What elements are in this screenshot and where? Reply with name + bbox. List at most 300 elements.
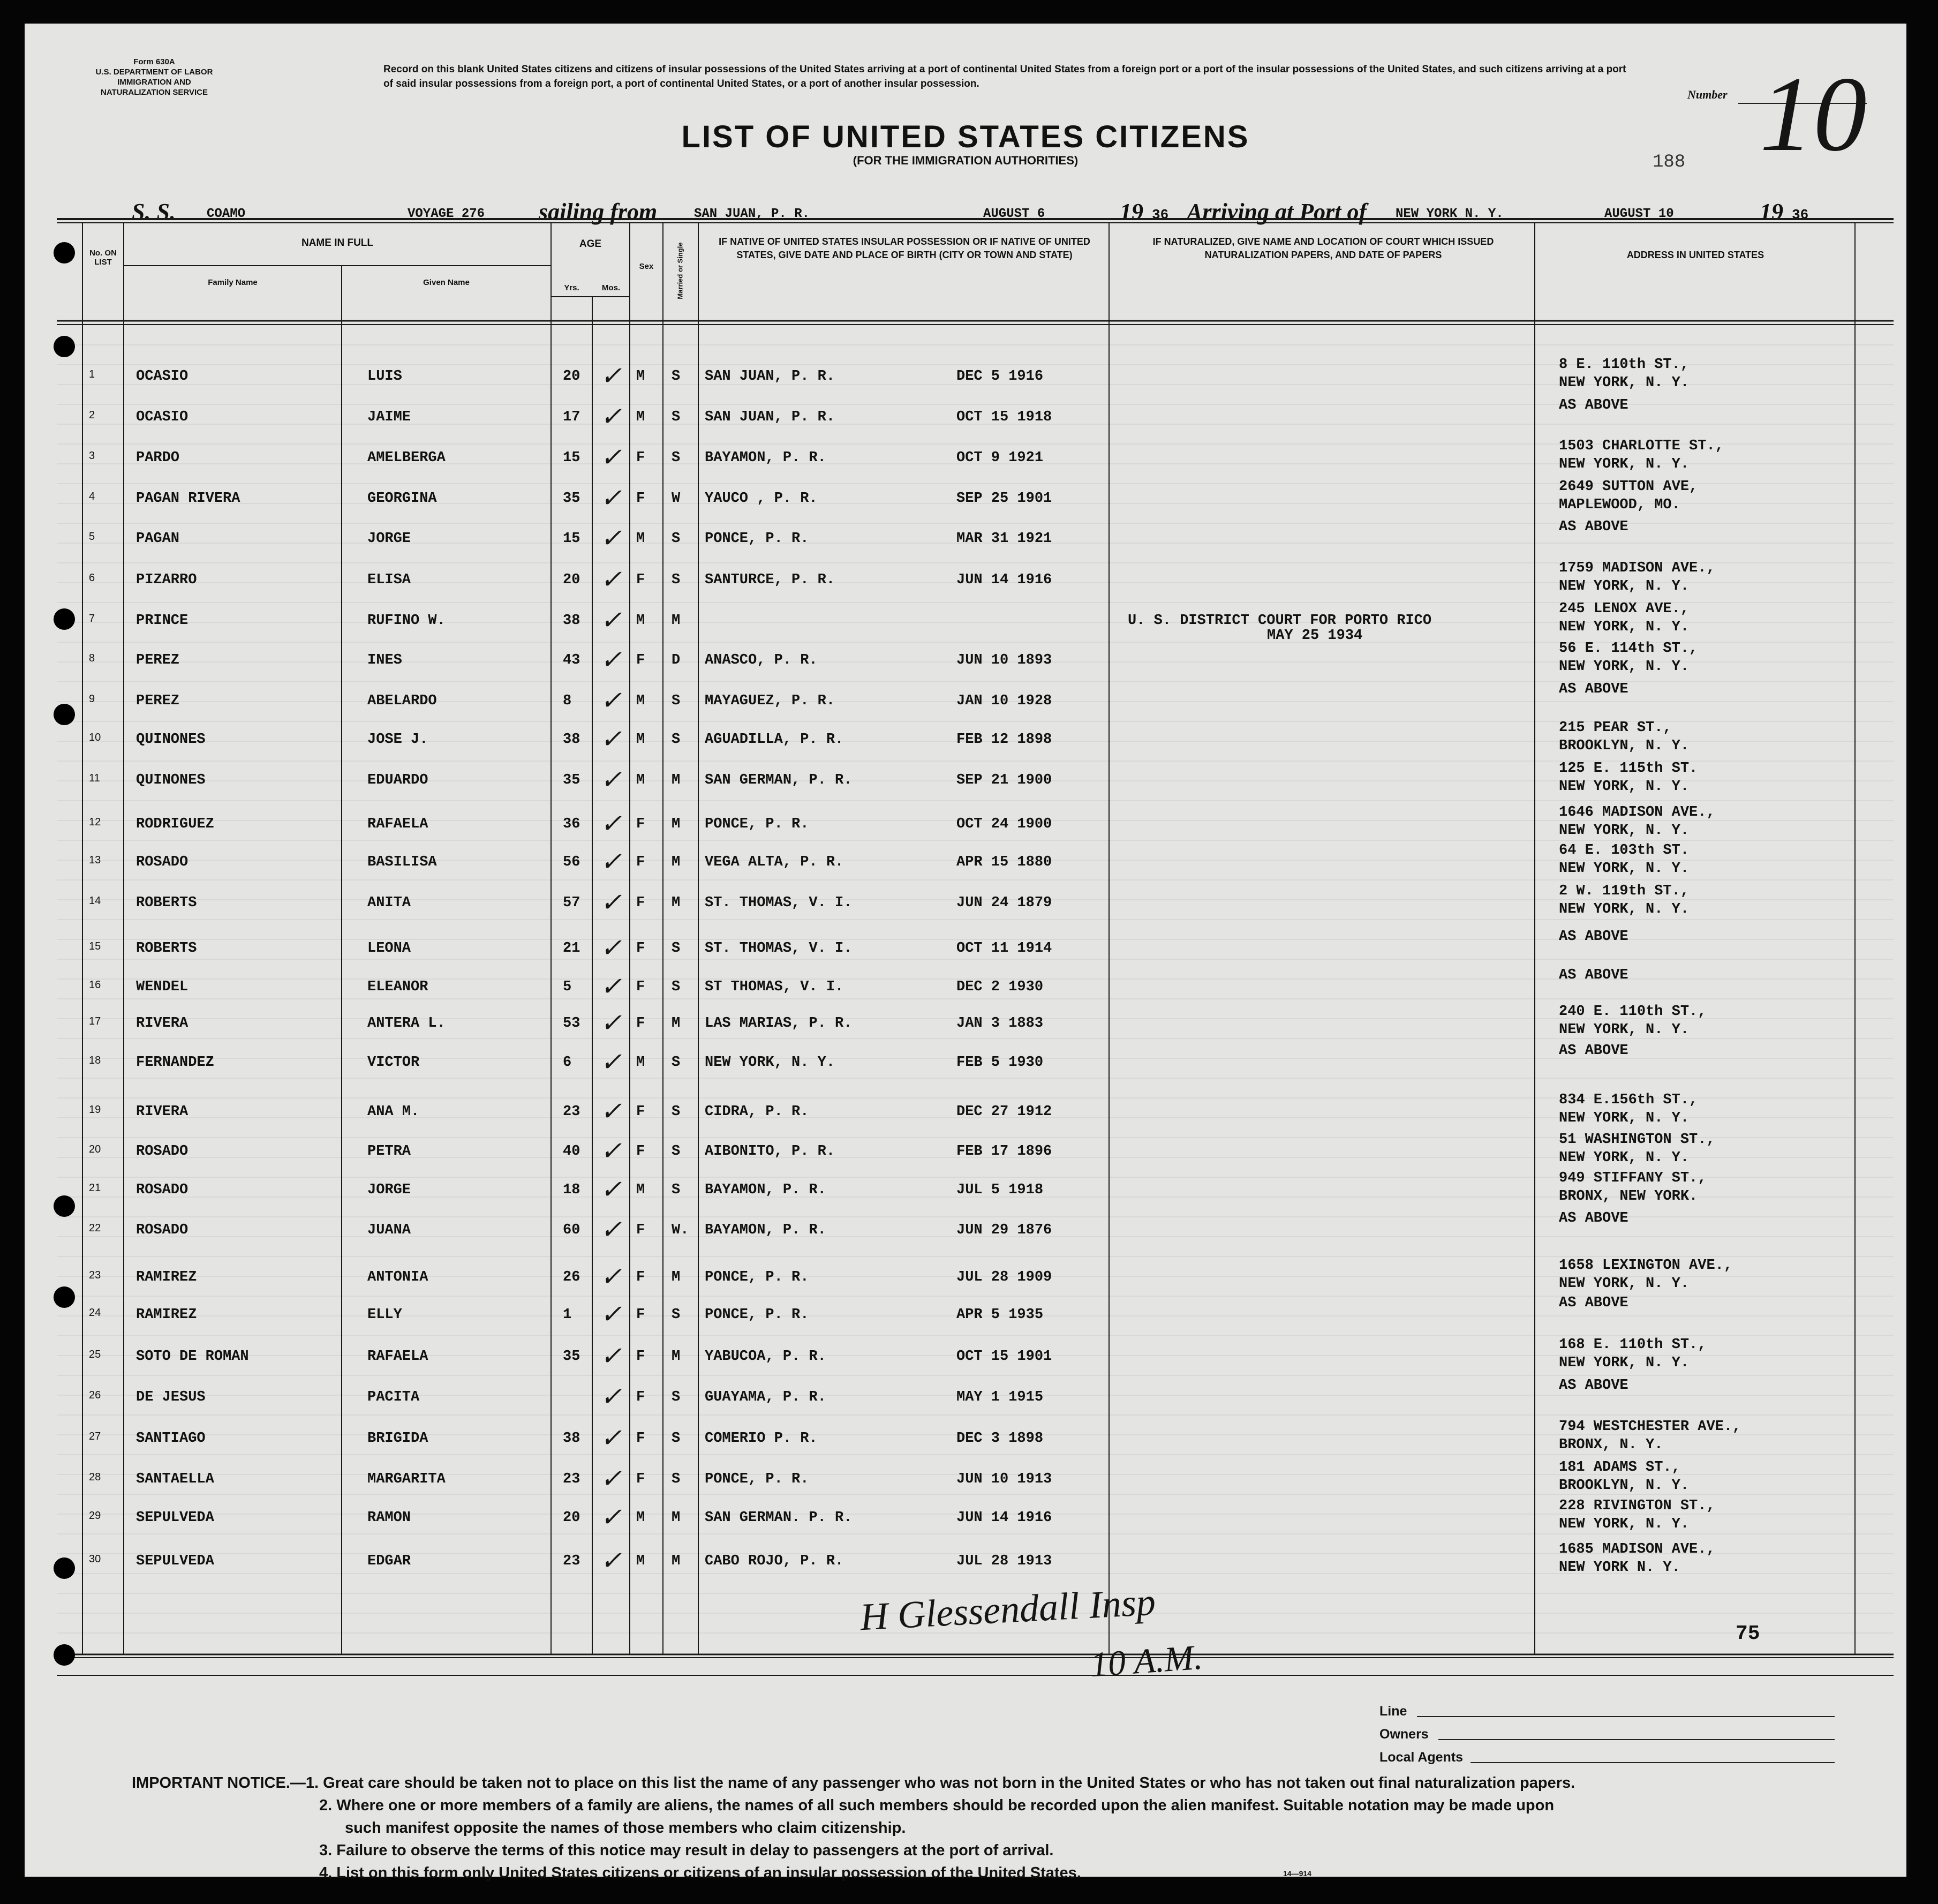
address-line-2: NEW YORK, N. Y. bbox=[1559, 1355, 1690, 1371]
given-name: ELISA bbox=[367, 572, 411, 588]
marital-status: M bbox=[672, 1553, 681, 1569]
address-line-2: NEW YORK, N. Y. bbox=[1559, 861, 1690, 877]
address-line-1: AS ABOVE bbox=[1559, 681, 1628, 697]
family-name: SEPULVEDA bbox=[136, 1510, 214, 1526]
birth-date: SEP 25 1901 bbox=[956, 491, 1052, 507]
address-line-1: AS ABOVE bbox=[1559, 397, 1628, 413]
birth-date: APR 15 1880 bbox=[956, 854, 1052, 870]
row-number: 17 bbox=[89, 1015, 101, 1027]
check-mark: ✓ bbox=[600, 403, 622, 431]
address-line-2: NEW YORK, N. Y. bbox=[1559, 456, 1690, 472]
check-mark: ✓ bbox=[600, 934, 622, 962]
row-number: 3 bbox=[89, 450, 95, 462]
number-label: Number bbox=[1687, 88, 1728, 101]
given-name: RUFINO W. bbox=[367, 613, 446, 629]
table-row bbox=[25, 929, 1906, 962]
page-stamp: 188 bbox=[1653, 152, 1686, 172]
row-number: 27 bbox=[89, 1431, 101, 1442]
voyage-number: VOYAGE 276 bbox=[408, 207, 485, 221]
family-name: RIVERA bbox=[136, 1104, 188, 1120]
check-mark: ✓ bbox=[600, 362, 622, 390]
col-header-yrs: Yrs. bbox=[564, 283, 579, 292]
row-number: 29 bbox=[89, 1510, 101, 1522]
row-number: 15 bbox=[89, 940, 101, 952]
birth-place: COMERIO P. R. bbox=[705, 1431, 818, 1447]
family-name: PAGAN bbox=[136, 531, 180, 547]
marital-status: W. bbox=[672, 1222, 689, 1238]
table-row bbox=[25, 1419, 1906, 1453]
arrival-year: 36 bbox=[1792, 207, 1809, 223]
family-name: RIVERA bbox=[136, 1015, 188, 1032]
col-header-given: Given Name bbox=[423, 278, 470, 287]
address-line-1: AS ABOVE bbox=[1559, 1043, 1628, 1059]
birth-date: OCT 11 1914 bbox=[956, 940, 1052, 957]
address-line-1: 1685 MADISON AVE., bbox=[1559, 1541, 1715, 1557]
sex: F bbox=[636, 1104, 645, 1120]
given-name: AMELBERGA bbox=[367, 450, 446, 466]
marital-status: S bbox=[672, 368, 681, 385]
binder-hole bbox=[54, 242, 75, 264]
table-row bbox=[25, 720, 1906, 754]
marital-status: M bbox=[672, 1349, 681, 1365]
col-header-sex: Sex bbox=[639, 262, 654, 271]
col-header-married-wrap bbox=[674, 230, 687, 315]
preamble-text: Record on this blank United States citizens and citizens of insular possessions of the United States arriving at a port of continental United States from a foreign port or a port of the insular possessions of the United States, and such citizens arriving at a port of said insular possessions from a foreign port, a port of continental United States, or a port of another insular possession. bbox=[383, 64, 1626, 89]
sex: F bbox=[636, 1269, 645, 1285]
family-name: PIZARRO bbox=[136, 572, 197, 588]
row-number: 8 bbox=[89, 652, 95, 664]
row-number: 11 bbox=[89, 772, 100, 784]
birth-place: SANTURCE, P. R. bbox=[705, 572, 835, 588]
table-row bbox=[25, 804, 1906, 839]
address-line-1: 64 E. 103th ST. bbox=[1559, 842, 1690, 859]
footer-line-label: Line bbox=[1379, 1704, 1407, 1719]
birth-place: BAYAMON, P. R. bbox=[705, 1182, 826, 1198]
check-mark: ✓ bbox=[600, 566, 622, 594]
family-name: ROBERTS bbox=[136, 940, 197, 957]
age-years: 57 bbox=[563, 895, 580, 911]
marital-status: S bbox=[672, 979, 681, 995]
given-name: PETRA bbox=[367, 1143, 411, 1160]
check-mark: ✓ bbox=[600, 1503, 622, 1532]
check-mark: ✓ bbox=[600, 1216, 622, 1244]
birth-date: JUN 10 1893 bbox=[956, 652, 1052, 668]
sex: M bbox=[636, 693, 645, 709]
given-name: EDUARDO bbox=[367, 772, 428, 788]
depart-date: AUGUST 6 bbox=[983, 207, 1045, 221]
address-line-2: NEW YORK, N. Y. bbox=[1559, 1276, 1690, 1292]
table-row bbox=[25, 438, 1906, 472]
check-mark: ✓ bbox=[600, 810, 622, 838]
age-years: 56 bbox=[563, 854, 580, 870]
col-header-no: No. ON LIST bbox=[89, 249, 117, 267]
row-number: 7 bbox=[89, 613, 95, 624]
address-line-2: NEW YORK, N. Y. bbox=[1559, 578, 1690, 594]
marital-status: S bbox=[672, 1182, 681, 1198]
address-line-1: AS ABOVE bbox=[1559, 967, 1628, 983]
sex: F bbox=[636, 1307, 645, 1323]
birth-place: GUAYAMA, P. R. bbox=[705, 1389, 826, 1405]
marital-status: S bbox=[672, 572, 681, 588]
age-years: 36 bbox=[563, 816, 580, 832]
table-row bbox=[25, 641, 1906, 675]
family-name: PRINCE bbox=[136, 613, 188, 629]
check-mark: ✓ bbox=[600, 725, 622, 754]
birth-date: OCT 9 1921 bbox=[956, 450, 1044, 466]
check-mark: ✓ bbox=[600, 1424, 622, 1453]
marital-status: M bbox=[672, 1510, 681, 1526]
birth-place: SAN JUAN, P. R. bbox=[705, 409, 835, 425]
address-line-2: NEW YORK, N. Y. bbox=[1559, 375, 1690, 391]
inspection-time: 10 A.M. bbox=[1089, 1637, 1204, 1685]
age-years: 18 bbox=[563, 1182, 580, 1198]
inspector-signature: H Glessendall Insp bbox=[859, 1580, 1157, 1639]
address-line-1: 51 WASHINGTON ST., bbox=[1559, 1132, 1715, 1148]
given-name: JOSE J. bbox=[367, 732, 428, 748]
table-row bbox=[25, 1092, 1906, 1126]
table-row bbox=[25, 1004, 1906, 1038]
page-count: 75 bbox=[1736, 1622, 1760, 1645]
family-name: SANTAELLA bbox=[136, 1471, 214, 1487]
sex: M bbox=[636, 613, 645, 629]
birth-date: DEC 27 1912 bbox=[956, 1104, 1052, 1120]
family-name: WENDEL bbox=[136, 979, 188, 995]
birth-date: OCT 15 1901 bbox=[956, 1349, 1052, 1365]
form-print-code: 14—914 bbox=[1283, 1869, 1311, 1878]
family-name: PEREZ bbox=[136, 693, 180, 709]
check-mark: ✓ bbox=[600, 848, 622, 876]
row-number: 2 bbox=[89, 409, 95, 421]
marital-status: S bbox=[672, 940, 681, 957]
row-number: 24 bbox=[89, 1307, 101, 1319]
given-name: RAFAELA bbox=[367, 816, 428, 832]
arrival-date: AUGUST 10 bbox=[1604, 207, 1674, 221]
given-name: VICTOR bbox=[367, 1055, 420, 1071]
depart-year-prefix: 19 bbox=[1120, 199, 1143, 225]
sex: M bbox=[636, 1553, 645, 1569]
birth-place: CABO ROJO, P. R. bbox=[705, 1553, 844, 1569]
check-mark: ✓ bbox=[600, 1097, 622, 1126]
page-title: LIST OF UNITED STATES CITIZENS bbox=[681, 119, 1250, 154]
address-line-1: 228 RIVINGTON ST., bbox=[1559, 1498, 1715, 1514]
birth-date: JUL 28 1909 bbox=[956, 1269, 1052, 1285]
row-number: 22 bbox=[89, 1222, 101, 1234]
row-number: 28 bbox=[89, 1471, 101, 1483]
given-name: PACITA bbox=[367, 1389, 420, 1405]
sex: M bbox=[636, 409, 645, 425]
address-line-1: 2649 SUTTON AVE, bbox=[1559, 479, 1698, 495]
age-years: 1 bbox=[563, 1307, 572, 1323]
birth-date: JUL 28 1913 bbox=[956, 1553, 1052, 1569]
table-row bbox=[25, 842, 1906, 877]
sex: F bbox=[636, 816, 645, 832]
family-name: PEREZ bbox=[136, 652, 180, 668]
check-mark: ✓ bbox=[600, 443, 622, 472]
check-mark: ✓ bbox=[600, 1342, 622, 1371]
age-years: 8 bbox=[563, 693, 572, 709]
family-name: DE JESUS bbox=[136, 1389, 206, 1405]
birth-place: AIBONITO, P. R. bbox=[705, 1143, 835, 1160]
check-mark: ✓ bbox=[600, 524, 622, 553]
birth-date: JAN 3 1883 bbox=[956, 1015, 1044, 1032]
address-line-2: NEW YORK, N. Y. bbox=[1559, 619, 1690, 635]
age-years: 21 bbox=[563, 940, 580, 957]
family-name: ROBERTS bbox=[136, 895, 197, 911]
age-years: 23 bbox=[563, 1553, 580, 1569]
birth-date: OCT 15 1918 bbox=[956, 409, 1052, 425]
address-line-1: 181 ADAMS ST., bbox=[1559, 1459, 1680, 1476]
ship-name: COAMO bbox=[207, 207, 246, 221]
sex: F bbox=[636, 854, 645, 870]
col-header-family: Family Name bbox=[208, 278, 258, 287]
birth-place: ANASCO, P. R. bbox=[705, 652, 818, 668]
notice-item-2b: such manifest opposite the names of those members who claim citizenship. bbox=[345, 1819, 906, 1837]
table-row bbox=[25, 1337, 1906, 1371]
check-mark: ✓ bbox=[600, 484, 622, 513]
marital-status: S bbox=[672, 450, 681, 466]
birth-place: LAS MARIAS, P. R. bbox=[705, 1015, 853, 1032]
birth-place: VEGA ALTA, P. R. bbox=[705, 854, 844, 870]
check-mark: ✓ bbox=[600, 1547, 622, 1575]
row-number: 5 bbox=[89, 531, 95, 543]
family-name: SANTIAGO bbox=[136, 1431, 206, 1447]
binder-hole bbox=[54, 336, 75, 357]
address-line-2: NEW YORK N. Y. bbox=[1559, 1560, 1680, 1576]
check-mark: ✓ bbox=[600, 889, 622, 917]
check-mark: ✓ bbox=[600, 646, 622, 674]
sex: F bbox=[636, 895, 645, 911]
table-row bbox=[25, 1459, 1906, 1494]
table-row bbox=[25, 560, 1906, 594]
table-row bbox=[25, 1043, 1906, 1077]
binder-hole bbox=[54, 1286, 75, 1308]
age-years: 23 bbox=[563, 1471, 580, 1487]
birth-date: FEB 12 1898 bbox=[956, 732, 1052, 748]
form-service-1: IMMIGRATION AND bbox=[117, 78, 191, 87]
birth-place: ST. THOMAS, V. I. bbox=[705, 895, 853, 911]
birth-date: JUN 14 1916 bbox=[956, 572, 1052, 588]
address-line-2: NEW YORK, N. Y. bbox=[1559, 1150, 1690, 1166]
marital-status: M bbox=[672, 613, 681, 629]
address-line-1: 8 E. 110th ST., bbox=[1559, 357, 1690, 373]
address-line-2: NEW YORK, N. Y. bbox=[1559, 1110, 1690, 1126]
marital-status: M bbox=[672, 895, 681, 911]
family-name: QUINONES bbox=[136, 772, 206, 788]
marital-status: S bbox=[672, 409, 681, 425]
check-mark: ✓ bbox=[600, 606, 622, 635]
age-years: 43 bbox=[563, 652, 580, 668]
row-number: 14 bbox=[89, 895, 101, 907]
sex: F bbox=[636, 450, 645, 466]
marital-status: S bbox=[672, 1431, 681, 1447]
row-number: 25 bbox=[89, 1349, 101, 1360]
age-years: 23 bbox=[563, 1104, 580, 1120]
family-name: ROSADO bbox=[136, 1143, 188, 1160]
sex: F bbox=[636, 1143, 645, 1160]
birth-date: JUL 5 1918 bbox=[956, 1182, 1044, 1198]
row-number: 18 bbox=[89, 1055, 101, 1066]
check-mark: ✓ bbox=[600, 1465, 622, 1493]
notice-item-2: 2. Where one or more members of a family are aliens, the names of all such members should be recorded upon the alien manifest. Suitable notation may be made upon bbox=[319, 1797, 1555, 1814]
address-line-1: 168 E. 110th ST., bbox=[1559, 1337, 1707, 1353]
sex: M bbox=[636, 1182, 645, 1198]
age-years: 35 bbox=[563, 772, 580, 788]
marital-status: S bbox=[672, 1471, 681, 1487]
age-years: 38 bbox=[563, 613, 580, 629]
table-row bbox=[25, 1541, 1906, 1576]
birth-place: SAN GERMAN. P. R. bbox=[705, 1510, 853, 1526]
row-number: 10 bbox=[89, 732, 101, 743]
footer-owners-rule bbox=[1438, 1739, 1835, 1740]
sex: M bbox=[636, 368, 645, 385]
sex: F bbox=[636, 1349, 645, 1365]
col-header-naturalized: IF NATURALIZED, GIVE NAME AND LOCATION OF COURT WHICH ISSUED NATURALIZATION PAPERS, AND DATE OF PAPERS bbox=[1152, 236, 1494, 260]
binder-hole bbox=[54, 704, 75, 725]
birth-place: BAYAMON, P. R. bbox=[705, 1222, 826, 1238]
sex: F bbox=[636, 940, 645, 957]
address-line-1: 1503 CHARLOTTE ST., bbox=[1559, 438, 1724, 454]
check-mark: ✓ bbox=[600, 687, 622, 715]
given-name: LUIS bbox=[367, 368, 402, 385]
address-line-2: NEW YORK, N. Y. bbox=[1559, 1516, 1690, 1532]
given-name: EDGAR bbox=[367, 1553, 411, 1569]
family-name: RAMIREZ bbox=[136, 1269, 197, 1285]
age-years: 20 bbox=[563, 368, 580, 385]
age-years: 38 bbox=[563, 1431, 580, 1447]
birth-place: SAN GERMAN, P. R. bbox=[705, 772, 853, 788]
address-line-2: BROOKLYN, N. Y. bbox=[1559, 738, 1690, 754]
given-name: BRIGIDA bbox=[367, 1431, 428, 1447]
manifest-sheet bbox=[25, 24, 1906, 1882]
sex: M bbox=[636, 1510, 645, 1526]
address-line-1: AS ABOVE bbox=[1559, 1295, 1628, 1311]
sex: F bbox=[636, 1431, 645, 1447]
row-number: 30 bbox=[89, 1553, 101, 1565]
table-row bbox=[25, 397, 1906, 431]
age-years: 40 bbox=[563, 1143, 580, 1160]
age-years: 35 bbox=[563, 491, 580, 507]
family-name: PARDO bbox=[136, 450, 180, 466]
sex: M bbox=[636, 1055, 645, 1071]
row-number: 4 bbox=[89, 491, 95, 502]
birth-place: PONCE, P. R. bbox=[705, 1471, 809, 1487]
row-number: 1 bbox=[89, 368, 95, 380]
age-years: 5 bbox=[563, 979, 572, 995]
marital-status: M bbox=[672, 816, 681, 832]
address-line-1: 1646 MADISON AVE., bbox=[1559, 804, 1715, 821]
col-header-birth: IF NATIVE OF UNITED STATES INSULAR POSSESSION OR IF NATIVE OF UNITED STATES, GIVE DATE AND PLACE OF BIRTH (CITY OR TOWN AND STATE) bbox=[719, 236, 1090, 260]
check-mark: ✓ bbox=[600, 1300, 622, 1329]
address-line-2: BRONX, N. Y. bbox=[1559, 1437, 1663, 1453]
given-name: ELLY bbox=[367, 1307, 402, 1323]
birth-place: CIDRA, P. R. bbox=[705, 1104, 809, 1120]
birth-date: SEP 21 1900 bbox=[956, 772, 1052, 788]
family-name: ROSADO bbox=[136, 854, 188, 870]
form-number: Form 630A bbox=[133, 57, 175, 66]
row-number: 12 bbox=[89, 816, 101, 828]
table-row bbox=[25, 1210, 1906, 1244]
address-line-2: NEW YORK, N. Y. bbox=[1559, 901, 1690, 917]
birth-place: PONCE, P. R. bbox=[705, 531, 809, 547]
notice-line-1 bbox=[132, 1772, 1575, 1794]
birth-place: NEW YORK, N. Y. bbox=[705, 1055, 835, 1071]
family-name: RAMIREZ bbox=[136, 1307, 197, 1323]
table-row bbox=[25, 601, 1906, 644]
age-years: 17 bbox=[563, 409, 580, 425]
table-row bbox=[25, 1258, 1906, 1292]
birth-date: JUN 14 1916 bbox=[956, 1510, 1052, 1526]
sex: F bbox=[636, 1389, 645, 1405]
list-number: 10 bbox=[1760, 55, 1867, 174]
birth-date: APR 5 1935 bbox=[956, 1307, 1044, 1323]
family-name: SOTO DE ROMAN bbox=[136, 1349, 249, 1365]
marital-status: M bbox=[672, 1269, 681, 1285]
table-row bbox=[25, 681, 1906, 715]
marital-status: S bbox=[672, 693, 681, 709]
address-line-1: 2 W. 119th ST., bbox=[1559, 883, 1690, 899]
depart-year: 36 bbox=[1152, 207, 1169, 223]
given-name: RAFAELA bbox=[367, 1349, 428, 1365]
age-years: 20 bbox=[563, 572, 580, 588]
notice-item-3: 3. Failure to observe the terms of this notice may result in delay to passengers at the port of arrival. bbox=[319, 1842, 1054, 1859]
birth-place: YABUCOA, P. R. bbox=[705, 1349, 826, 1365]
address-line-1: 1759 MADISON AVE., bbox=[1559, 560, 1715, 576]
sex: F bbox=[636, 1471, 645, 1487]
marital-status: S bbox=[672, 1143, 681, 1160]
birth-place: SAN JUAN, P. R. bbox=[705, 368, 835, 385]
birth-date: DEC 3 1898 bbox=[956, 1431, 1044, 1447]
row-number: 21 bbox=[89, 1182, 101, 1194]
given-name: MARGARITA bbox=[367, 1471, 446, 1487]
sex: F bbox=[636, 652, 645, 668]
sex: M bbox=[636, 531, 645, 547]
address-line-2: NEW YORK, N. Y. bbox=[1559, 823, 1690, 839]
table-row bbox=[25, 1378, 1906, 1411]
binder-hole bbox=[54, 608, 75, 630]
marital-status: S bbox=[672, 1389, 681, 1405]
family-name: ROSADO bbox=[136, 1182, 188, 1198]
birth-place: BAYAMON, P. R. bbox=[705, 450, 826, 466]
page-subtitle: (FOR THE IMMIGRATION AUTHORITIES) bbox=[853, 154, 1079, 167]
marital-status: M bbox=[672, 854, 681, 870]
sex: F bbox=[636, 979, 645, 995]
marital-status: W bbox=[672, 491, 681, 507]
address-line-1: AS ABOVE bbox=[1559, 1210, 1628, 1226]
address-line-1: 215 PEAR ST., bbox=[1559, 720, 1672, 736]
row-number: 13 bbox=[89, 854, 101, 866]
address-line-1: 949 STIFFANY ST., bbox=[1559, 1170, 1707, 1186]
birth-place: ST. THOMAS, V. I. bbox=[705, 940, 853, 957]
given-name: INES bbox=[367, 652, 402, 668]
address-line-1: 240 E. 110th ST., bbox=[1559, 1004, 1707, 1020]
address-line-1: 1658 LEXINGTON AVE., bbox=[1559, 1258, 1733, 1274]
row-number: 23 bbox=[89, 1269, 101, 1281]
check-mark: ✓ bbox=[600, 766, 622, 794]
sex: F bbox=[636, 491, 645, 507]
notice-item-4: 4. List on this form only United States citizens or citizens of an insular possession of the United States. bbox=[319, 1864, 1081, 1882]
check-mark: ✓ bbox=[600, 1009, 622, 1037]
footer-owners-label: Owners bbox=[1379, 1727, 1429, 1742]
address-line-1: 834 E.156th ST., bbox=[1559, 1092, 1698, 1108]
family-name: PAGAN RIVERA bbox=[136, 491, 240, 507]
table-row bbox=[25, 883, 1906, 917]
family-name: OCASIO bbox=[136, 368, 188, 385]
form-department: U.S. DEPARTMENT OF LABOR bbox=[95, 67, 213, 77]
address-line-1: 125 E. 115th ST. bbox=[1559, 761, 1698, 777]
table-row bbox=[25, 519, 1906, 553]
binder-hole bbox=[54, 1195, 75, 1217]
marital-status: M bbox=[672, 772, 681, 788]
